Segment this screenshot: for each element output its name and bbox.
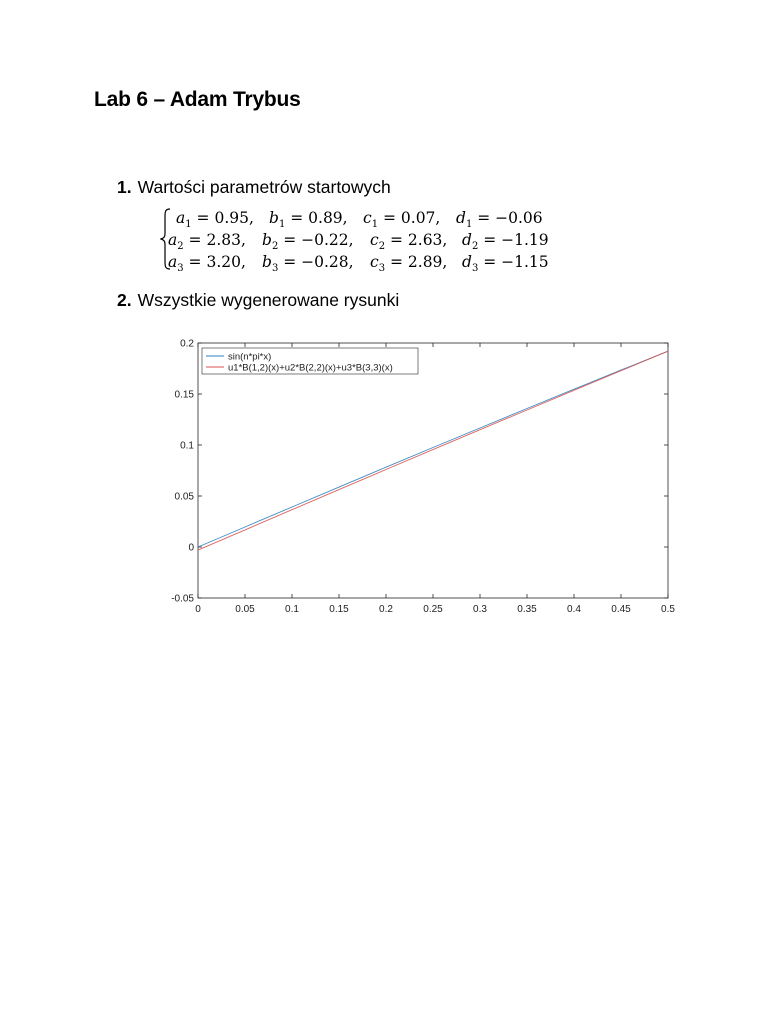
variable-value: 3.20 [206, 253, 241, 271]
equals-sign: = [378, 209, 401, 227]
variable-value: −0.06 [495, 209, 543, 227]
comma: , [240, 231, 246, 249]
equation-term-b [262, 231, 354, 252]
variable-value: 0.89 [308, 209, 343, 227]
equals-sign: = [278, 253, 302, 271]
variable-subscript: 2 [471, 241, 479, 253]
variable-subscript: 2 [378, 241, 386, 253]
x-tick-label: 0.25 [423, 604, 443, 615]
x-tick-label: 0.2 [379, 604, 393, 615]
equation-term-a [176, 209, 254, 230]
variable-value: −1.15 [501, 253, 549, 271]
variable-name: a [168, 231, 178, 249]
equation-term-c [370, 231, 447, 252]
variable-name: a [168, 253, 178, 271]
variable-subscript: 3 [378, 263, 386, 275]
x-tick-label: 0.5 [661, 604, 675, 615]
equals-sign: = [478, 253, 502, 271]
variable-name: b [269, 209, 279, 227]
equals-sign: = [183, 253, 207, 271]
page-title: Lab 6 – Adam Trybus [94, 88, 301, 111]
variable-value: −1.19 [501, 231, 549, 249]
section-heading-text: Wszystkie wygenerowane rysunki [137, 290, 400, 310]
variable-subscript: 1 [465, 219, 473, 231]
variable-subscript: 1 [371, 219, 379, 231]
equals-sign: = [472, 209, 496, 227]
equals-sign: = [285, 209, 309, 227]
y-tick-label: 0.15 [174, 389, 194, 401]
section-number: 1. [117, 177, 132, 197]
variable-value: 0.95 [214, 209, 249, 227]
equals-sign: = [385, 253, 408, 271]
x-tick-label: 0.15 [329, 604, 349, 615]
comma: , [348, 231, 354, 249]
legend-entry: sin(n*pi*x) [228, 351, 272, 363]
comma: , [435, 209, 441, 227]
variable-subscript: 3 [471, 263, 479, 275]
variable-name: a [176, 209, 186, 227]
comma: , [248, 209, 254, 227]
comma: , [442, 253, 448, 271]
legend-entry: u1*B(1,2)(x)+u2*B(2,2)(x)+u3*B(3,3)(x) [228, 362, 393, 374]
equation-term-a [168, 231, 246, 252]
equation-term-b [262, 253, 354, 274]
variable-name: c [370, 253, 379, 271]
comma: , [348, 253, 354, 271]
x-tick-label: 0 [195, 604, 201, 615]
equals-sign: = [385, 231, 408, 249]
x-tick-label: 0.35 [517, 604, 537, 615]
equation-term-b [269, 209, 348, 230]
variable-subscript: 1 [278, 219, 286, 231]
equation-term-d [462, 231, 549, 252]
variable-subscript: 2 [271, 241, 279, 253]
section-heading-text: Wartości parametrów startowych [137, 177, 391, 197]
equation-term-c [363, 209, 440, 230]
equation-term-a [168, 253, 246, 274]
x-tick-label: 0.3 [473, 604, 487, 615]
equals-sign: = [183, 231, 207, 249]
variable-subscript: 2 [177, 241, 184, 253]
variable-subscript: 3 [271, 263, 279, 275]
comma: , [442, 231, 448, 249]
y-tick-label: 0 [188, 542, 194, 554]
variable-name: b [262, 231, 272, 249]
equation-term-d [462, 253, 549, 274]
y-tick-label: 0.2 [180, 338, 194, 350]
plot-area [198, 343, 668, 598]
variable-value: 2.89 [407, 253, 443, 271]
comma: , [342, 209, 348, 227]
equation-term-c [370, 253, 447, 274]
variable-value: 2.63 [407, 231, 443, 249]
chart-svg [162, 334, 682, 620]
x-tick-label: 0.05 [235, 604, 255, 615]
x-tick-label: 0.4 [567, 604, 581, 615]
variable-value: −0.28 [301, 253, 349, 271]
equals-sign: = [278, 231, 302, 249]
section-number: 2. [117, 290, 132, 310]
y-tick-label: 0.1 [180, 440, 194, 452]
variable-name: d [456, 209, 466, 227]
section-2-heading [117, 290, 399, 311]
x-tick-label: 0.1 [285, 604, 299, 615]
section-1-heading [117, 177, 391, 198]
y-tick-label: -0.05 [171, 593, 194, 605]
variable-subscript: 3 [177, 263, 184, 275]
variable-value: 0.07 [400, 209, 436, 227]
x-tick-label: 0.45 [611, 604, 631, 615]
comma: , [240, 253, 246, 271]
variable-name: c [363, 209, 372, 227]
equation-term-d [456, 209, 543, 230]
variable-name: c [370, 231, 379, 249]
variable-name: b [262, 253, 272, 271]
line-chart [162, 334, 682, 620]
variable-value: 2.83 [206, 231, 241, 249]
variable-value: −0.22 [301, 231, 349, 249]
y-tick-label: 0.05 [174, 491, 194, 503]
variable-name: d [462, 231, 472, 249]
variable-name: d [462, 253, 472, 271]
equals-sign: = [478, 231, 502, 249]
equals-sign: = [191, 209, 215, 227]
variable-subscript: 1 [185, 219, 192, 231]
